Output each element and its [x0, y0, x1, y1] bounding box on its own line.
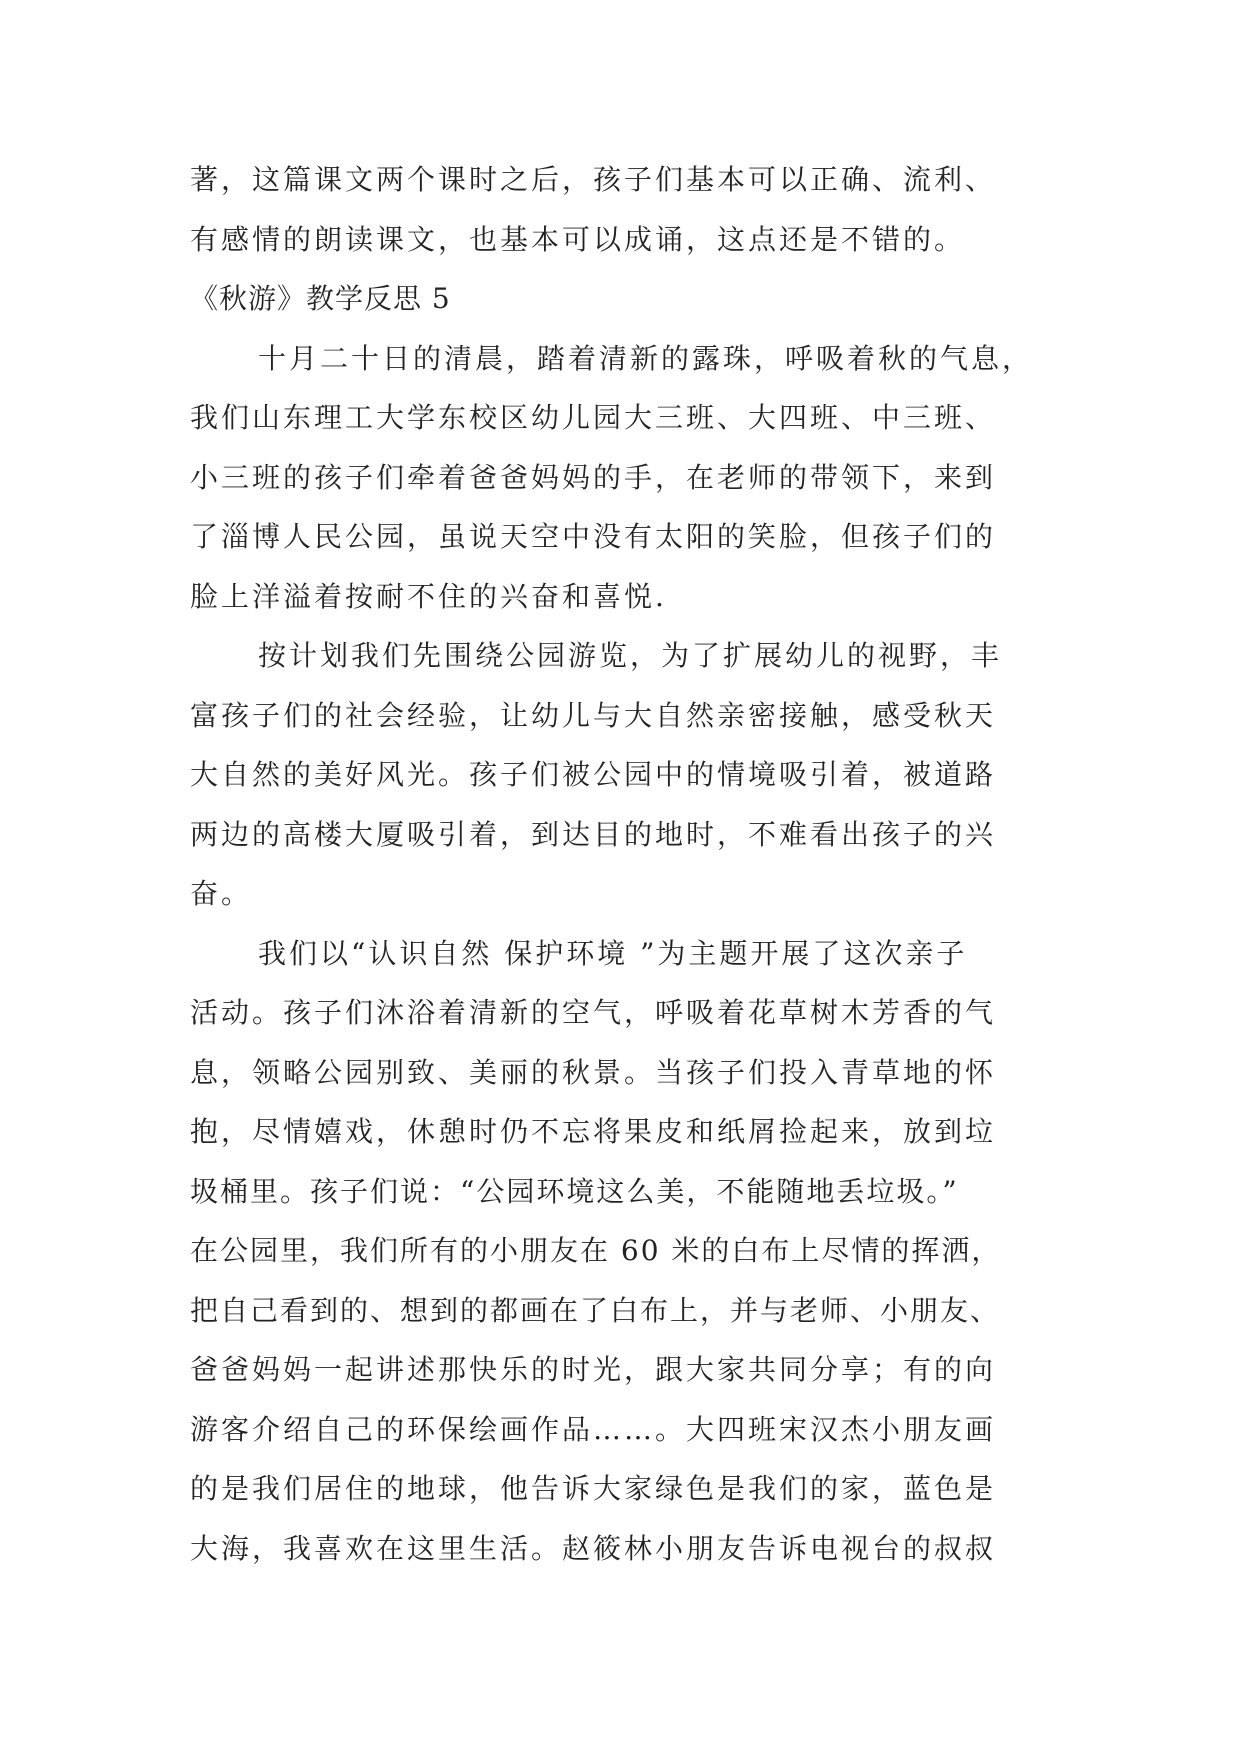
text-line: 爸爸妈妈一起讲述那快乐的时光，跟大家共同分享；有的向	[190, 1353, 997, 1386]
text-line: 抱，尽情嬉戏，休憩时仍不忘将果皮和纸屑捡起来，放到垃	[190, 1115, 997, 1148]
text-line: 在公园里，我们所有的小朋友在 60 米的白布上尽情的挥洒，	[190, 1234, 1002, 1267]
text-line: 著，这篇课文两个课时之后，孩子们基本可以正确、流利、	[190, 163, 997, 196]
text-line: 了淄博人民公园，虽说天空中没有太阳的笑脸，但孩子们的	[190, 520, 997, 553]
text-line: 奋。	[190, 877, 253, 910]
text-line: 的是我们居住的地球，他告诉大家绿色是我们的家，蓝色是	[190, 1472, 997, 1505]
section-heading: 《秋游》教学反思 5	[190, 282, 451, 315]
text-line: 两边的高楼大厦吸引着，到达目的地时，不难看出孩子的兴	[190, 817, 997, 851]
text-line: 把自己看到的、想到的都画在了白布上，并与老师、小朋友、	[190, 1293, 1001, 1327]
text-line: 脸上洋溢着按耐不住的兴奋和喜悦.	[190, 579, 667, 613]
text-line: 大自然的美好风光。孩子们被公园中的情境吸引着，被道路	[190, 758, 997, 791]
text-line: 活动。孩子们沐浴着清新的空气，呼吸着花草树木芳香的气	[190, 996, 997, 1029]
paragraph-first-line: 十月二十日的清晨，踏着清新的露珠，呼吸着秋的气息，	[258, 341, 1034, 375]
text-line: 我们山东理工大学东校区幼儿园大三班、大四班、中三班、	[190, 401, 997, 434]
paragraph-first-line: 按计划我们先围绕公园游览，为了扩展幼儿的视野，丰	[258, 639, 1003, 672]
body-text	[190, 150, 1070, 1578]
text-line: 息，领略公园别致、美丽的秋景。当孩子们投入青草地的怀	[190, 1055, 997, 1089]
text-line: 大海，我喜欢在这里生活。赵筱林小朋友告诉电视台的叔叔	[190, 1531, 997, 1565]
text-line: 小三班的孩子们牵着爸爸妈妈的手，在老师的带领下，来到	[190, 460, 997, 494]
text-line: 富孩子们的社会经验，让幼儿与大自然亲密接触，感受秋天	[190, 698, 997, 732]
text-line: 游客介绍自己的环保绘画作品……。大四班宋汉杰小朋友画	[190, 1412, 997, 1446]
text-line: 有感情的朗读课文，也基本可以成诵，这点还是不错的。	[190, 222, 966, 256]
paragraph-first-line: 我们以“认识自然 保护环境 ”为主题开展了这次亲子	[258, 936, 968, 970]
text-line: 圾桶里。孩子们说：“公园环境这么美，不能随地丢垃圾。”	[190, 1174, 959, 1208]
